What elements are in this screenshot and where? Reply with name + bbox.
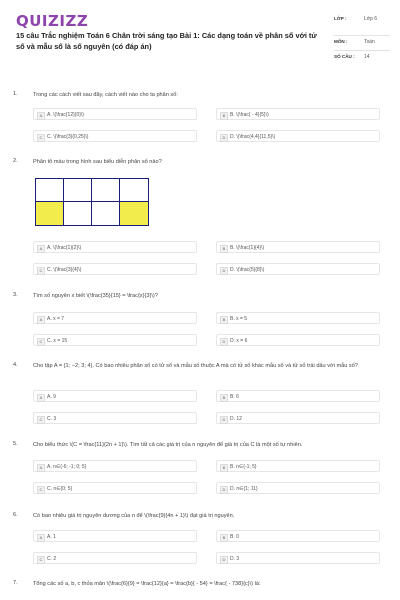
q2-option-b[interactable] <box>216 241 380 253</box>
q1-option-b[interactable] <box>216 108 380 120</box>
question-text: Có bao nhiêu giá trị nguyên dương của n để \(\frac{9}{4n + 1}\) đạt giá trị nguyên. <box>33 513 235 519</box>
q2-option-c[interactable] <box>33 263 197 275</box>
option-text: B. 6 <box>230 394 239 400</box>
question-number: 4. <box>13 362 18 368</box>
option-text: B. 0 <box>230 534 239 540</box>
grid-cell-shaded <box>36 202 64 225</box>
option-letter: D <box>220 267 228 275</box>
option-letter: A <box>37 534 45 542</box>
option-text: C. \(\frac{3}{0,25}\) <box>47 134 89 140</box>
grid-cell <box>36 179 64 202</box>
q6-option-d[interactable] <box>216 552 380 564</box>
option-text: B. \(\frac{1}{4}\) <box>230 245 265 251</box>
option-text: B. x = 5 <box>230 316 248 322</box>
question-number: 2. <box>13 158 18 164</box>
option-text: C. \(\frac{3}{4}\) <box>47 267 82 273</box>
meta-label-subject: MÔN : <box>334 39 348 44</box>
option-letter: D <box>220 556 228 564</box>
grid-cell <box>64 202 92 225</box>
q3-option-d[interactable] <box>216 334 380 346</box>
q5-option-a[interactable] <box>33 460 197 472</box>
option-letter: C <box>37 416 45 424</box>
meta-table <box>334 13 390 65</box>
meta-label-class: LỚP : <box>334 16 347 21</box>
grid-cell <box>92 179 120 202</box>
q3-option-c[interactable] <box>33 334 197 346</box>
q6-option-c[interactable] <box>33 552 197 564</box>
question-text: Cho tập A = {1; −2; 3; 4}. Có bao nhiêu phân số có tử số và mẫu số thuộc A mà có tử số khác mẫu số và tử số trái dấu với mẫu số? <box>33 363 358 369</box>
option-text: C. 2 <box>47 556 57 562</box>
q1-option-a[interactable] <box>33 108 197 120</box>
meta-row-class <box>334 13 390 36</box>
option-text: D. n∈{1; 11} <box>230 486 258 492</box>
option-text: A. n∈{-6; -1; 0; 5} <box>47 464 87 470</box>
option-letter: A <box>37 394 45 402</box>
option-text: A. x = 7 <box>47 316 65 322</box>
grid-cell <box>64 179 92 202</box>
option-text: D. 12 <box>230 416 242 422</box>
grid-cell <box>120 179 148 202</box>
option-letter: C <box>37 134 45 142</box>
question-number: 1. <box>13 91 18 97</box>
meta-row-count <box>334 51 390 65</box>
option-text: A. \(\frac{1}{2}\) <box>47 245 82 251</box>
fraction-grid-figure <box>35 178 149 226</box>
quizizz-logo: QUIZIZZ <box>16 12 89 30</box>
worksheet-header <box>0 0 400 80</box>
option-text: C. x = 15 <box>47 338 68 344</box>
option-text: A. 1 <box>47 534 56 540</box>
option-letter: D <box>220 416 228 424</box>
q6-option-b[interactable] <box>216 530 380 542</box>
q1-option-d[interactable] <box>216 130 380 142</box>
q5-option-d[interactable] <box>216 482 380 494</box>
option-letter: C <box>37 267 45 275</box>
meta-value-class: Lớp 6 <box>364 16 378 22</box>
question-text: Cho biểu thức \(C = \frac{11}{2n + 1}\). Tìm tất cả các giá trị của n nguyên để giá trị của C là một số tự nhiên. <box>33 442 303 448</box>
question-number: 5. <box>13 441 18 447</box>
option-letter: D <box>220 486 228 494</box>
q3-option-b[interactable] <box>216 312 380 324</box>
option-text: A. \(\frac{12}{0}\) <box>47 112 84 118</box>
option-letter: B <box>220 464 228 472</box>
option-text: D. \(\frac{4,4}{11,5}\) <box>230 134 276 140</box>
option-letter: B <box>220 316 228 324</box>
question-text: Tìm số nguyên x biết \(\frac{35}{15} = \frac{x}{3}\)? <box>33 293 158 299</box>
option-text: D. x = 6 <box>230 338 248 344</box>
q3-option-a[interactable] <box>33 312 197 324</box>
option-letter: D <box>220 338 228 346</box>
option-letter: B <box>220 245 228 253</box>
grid-cell <box>92 202 120 225</box>
option-text: A. 9 <box>47 394 56 400</box>
meta-label-count: SỐ CÂU : <box>334 54 355 59</box>
q4-option-d[interactable] <box>216 412 380 424</box>
option-letter: A <box>37 316 45 324</box>
option-letter: A <box>37 464 45 472</box>
q5-option-b[interactable] <box>216 460 380 472</box>
option-text: C. 3 <box>47 416 57 422</box>
q4-option-a[interactable] <box>33 390 197 402</box>
meta-value-subject: Toán <box>364 39 375 45</box>
question-text: Tổng các số a, b, c thỏa mãn \(\frac{6}{9} = \frac{12}{a} = \frac{b}{ - 54} = \frac{ - 738}{c}\) là: <box>33 581 261 587</box>
option-letter: C <box>37 486 45 494</box>
q6-option-a[interactable] <box>33 530 197 542</box>
option-letter: A <box>37 112 45 120</box>
q2-option-d[interactable] <box>216 263 380 275</box>
option-letter: D <box>220 134 228 142</box>
option-letter: C <box>37 556 45 564</box>
option-text: C. n∈{0; 5} <box>47 486 73 492</box>
grid-cell-shaded <box>120 202 148 225</box>
option-text: D. \(\frac{5}{8}\) <box>230 267 265 273</box>
option-letter: B <box>220 394 228 402</box>
option-letter: C <box>37 338 45 346</box>
question-text: Phân tô màu trong hình sau biểu diễn phân số nào? <box>33 159 162 165</box>
q4-option-b[interactable] <box>216 390 380 402</box>
question-text: Trong các cách viết sau đây, cách viết nào cho ta phân số: <box>33 92 178 98</box>
option-text: B. \(\frac{ - 4}{5}\) <box>230 112 269 118</box>
option-letter: B <box>220 112 228 120</box>
option-letter: A <box>37 245 45 253</box>
meta-row-subject <box>334 36 390 51</box>
option-letter: B <box>220 534 228 542</box>
meta-value-count: 14 <box>364 54 370 60</box>
q5-option-c[interactable] <box>33 482 197 494</box>
worksheet-title: 15 câu Trắc nghiệm Toán 6 Chân trời sáng tạo Bài 1: Các dạng toán về phân số với tử số và mẫu số là số nguyên (có đáp án) <box>16 31 317 51</box>
option-text: B. n∈{-1; 5} <box>230 464 257 470</box>
q4-option-c[interactable] <box>33 412 197 424</box>
q1-option-c[interactable] <box>33 130 197 142</box>
question-number: 6. <box>13 512 18 518</box>
question-number: 7. <box>13 580 18 586</box>
option-text: D. 3 <box>230 556 240 562</box>
question-number: 3. <box>13 292 18 298</box>
q2-option-a[interactable] <box>33 241 197 253</box>
